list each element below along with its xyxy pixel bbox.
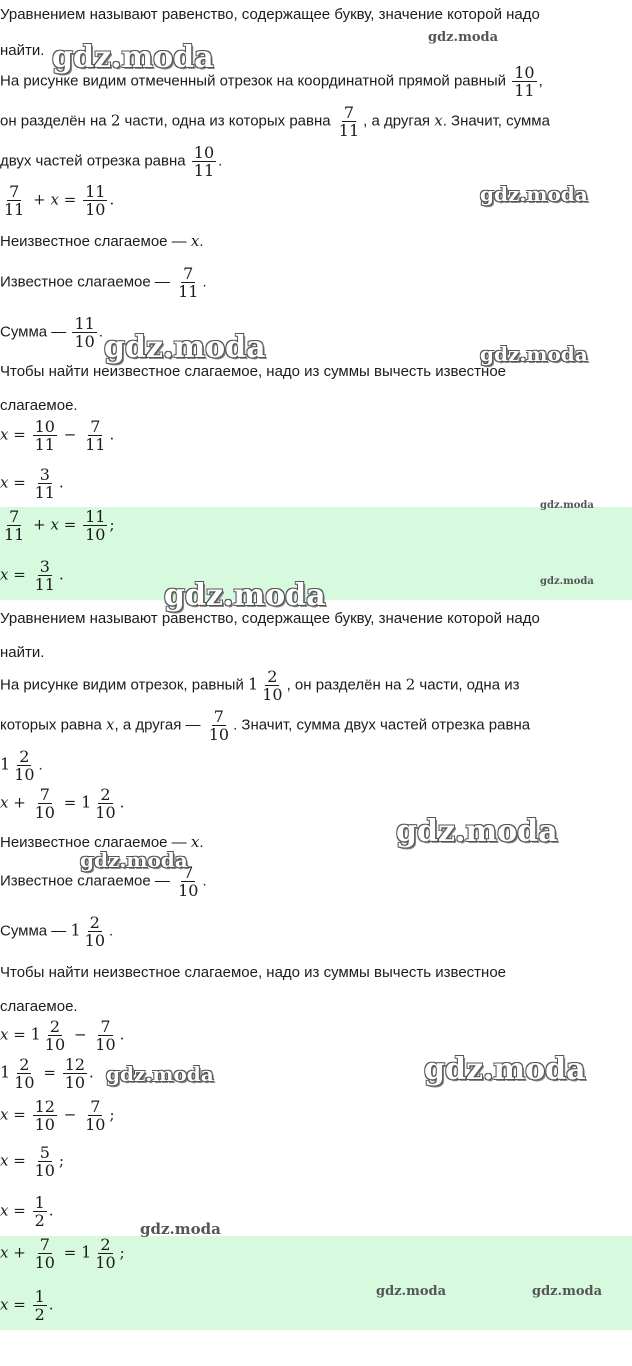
definition-line-4: найти. (0, 644, 45, 661)
watermark: gdz.moda (540, 500, 594, 511)
watermark: gdz.moda (106, 1062, 214, 1086)
known-addend-2: Известное слагаемое — $\frac{7}{10}$ . (0, 863, 207, 900)
definition-line-2: найти. (0, 42, 45, 59)
watermark: gdz.moda (104, 330, 266, 365)
unknown-addend-2: Неизвестное слагаемое — x. (0, 833, 204, 851)
sum-line: Сумма — $\frac{11}{10}$ . (0, 314, 104, 351)
answer-equation-2: x + $\frac{7}{10}$ = 1 $\frac{2}{10}$ ; (0, 1235, 125, 1272)
equation: $\frac{7}{11}$ + x = $\frac{11}{10}$ . (4, 182, 115, 219)
watermark: gdz.moda (480, 182, 588, 206)
answer-value-1: x = $\frac{3}{11}$ . (0, 557, 64, 594)
figure-text-3: двух частей отрезка равна $\frac{10}{11}$ . (0, 143, 223, 180)
figure-text-2: он разделён на 2 части, одна из которых равна $\frac{7}{11}$ , а другая x. Значит, сумма (0, 103, 550, 140)
answer-value-2: x = $\frac{1}{2}$ . (0, 1287, 54, 1324)
solution-step-4: 1 $\frac{2}{10}$ = $\frac{12}{10}$ . (0, 1055, 94, 1092)
rule-line-2: слагаемое. (0, 397, 78, 414)
definition-line-1: Уравнением называют равенство, содержащее букву, значение которой надо (0, 6, 540, 23)
watermark: gdz.moda (428, 30, 499, 45)
solution-step-2: x = $\frac{3}{11}$ . (0, 465, 64, 502)
watermark: gdz.moda (52, 40, 214, 75)
watermark: gdz.moda (396, 814, 558, 849)
figure-text-6: 1 $\frac{2}{10}$ . (0, 747, 43, 784)
figure-text-4: На рисунке видим отрезок, равный 1 $\frac{2}{10}$ , он разделён на 2 части, одна из (0, 667, 520, 704)
watermark: gdz.moda (532, 1284, 603, 1299)
rule-line-3: Чтобы найти неизвестное слагаемое, надо из суммы вычесть известное (0, 964, 507, 981)
unknown-addend: Неизвестное слагаемое — x. (0, 232, 204, 250)
watermark: gdz.moda (164, 578, 326, 613)
solution-step-1: x = $\frac{10}{11}$ − $\frac{7}{11}$ . (0, 417, 115, 454)
watermark: gdz.moda (140, 1220, 221, 1238)
definition-line-3: Уравнением называют равенство, содержащее букву, значение которой надо (0, 610, 540, 627)
watermark: gdz.moda (424, 1052, 586, 1087)
equation-2: x + $\frac{7}{10}$ = 1 $\frac{2}{10}$ . (0, 785, 125, 822)
rule-line-1: Чтобы найти неизвестное слагаемое, надо из суммы вычесть известное (0, 363, 507, 380)
solution-step-3: x = 1 $\frac{2}{10}$ − $\frac{7}{10}$ . (0, 1017, 125, 1054)
solution-step-7: x = $\frac{1}{2}$ . (0, 1193, 54, 1230)
figure-text-1: На рисунке видим отмеченный отрезок на координатной прямой равный $\frac{10}{11}$ , (0, 63, 543, 100)
watermark: gdz.moda (540, 576, 594, 587)
watermark: gdz.moda (480, 342, 588, 366)
rule-line-4: слагаемое. (0, 998, 78, 1015)
watermark: gdz.moda (80, 848, 188, 872)
solution-step-5: x = $\frac{12}{10}$ − $\frac{7}{10}$ ; (0, 1097, 115, 1134)
watermark: gdz.moda (376, 1284, 447, 1299)
figure-text-5: которых равна x, а другая — $\frac{7}{10}$ . Значит, сумма двух частей отрезка равна (0, 707, 531, 744)
solution-step-6: x = $\frac{5}{10}$ ; (0, 1143, 65, 1180)
sum-line-2: Сумма — 1 $\frac{2}{10}$ . (0, 913, 114, 950)
answer-equation-1: $\frac{7}{11}$ + x = $\frac{11}{10}$ ; (4, 507, 115, 544)
known-addend: Известное слагаемое — $\frac{7}{11}$ . (0, 264, 207, 301)
